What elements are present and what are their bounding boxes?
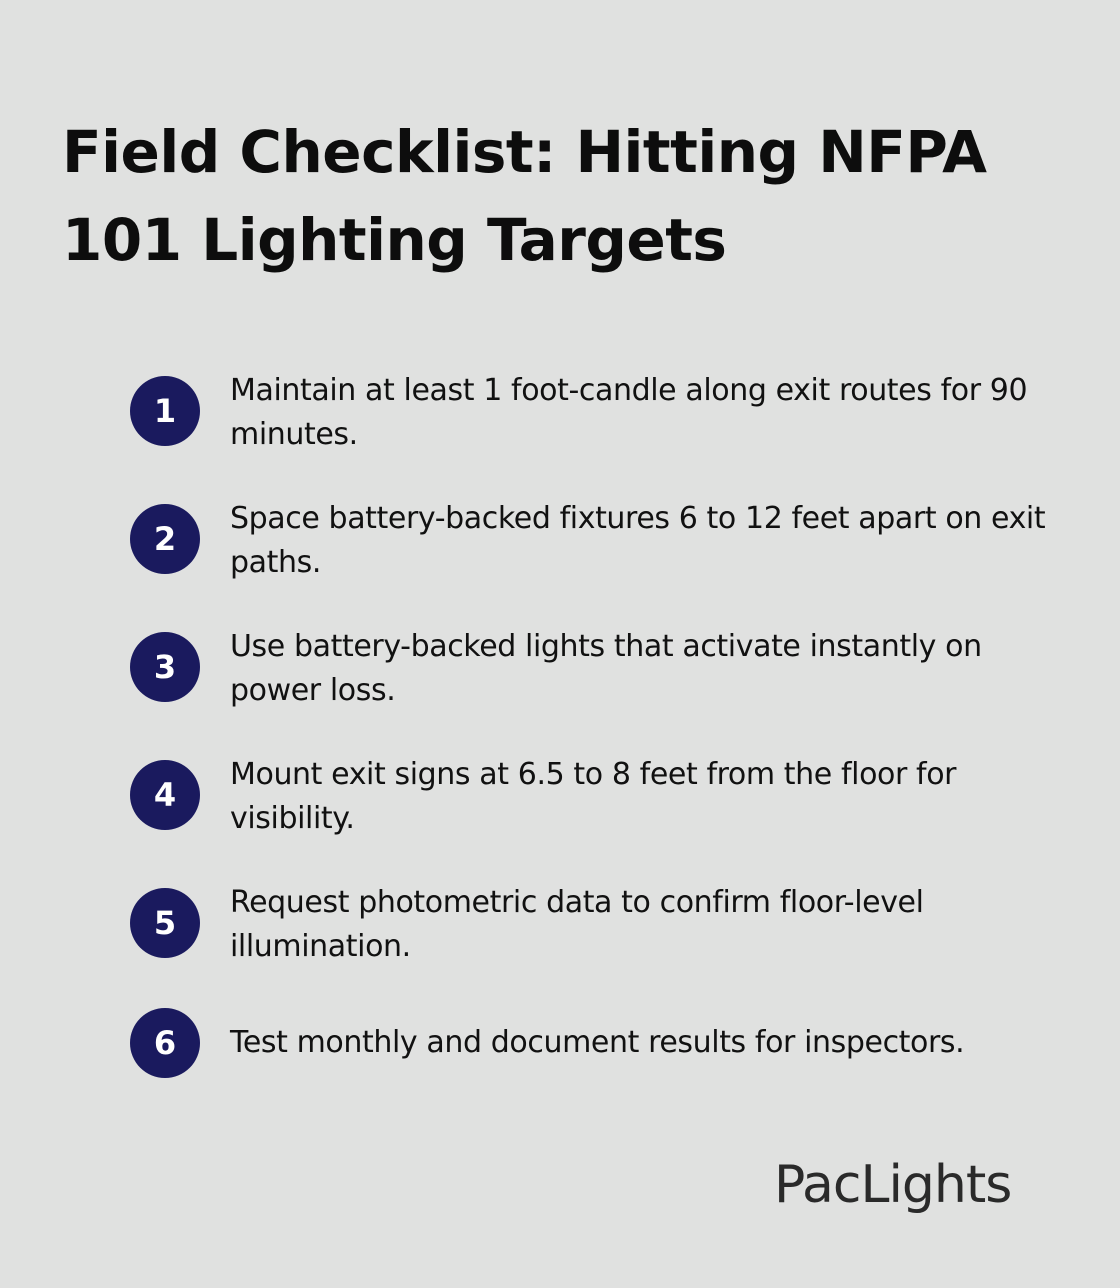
step-number-badge: 6 xyxy=(130,1008,200,1078)
checklist-item xyxy=(130,501,1070,594)
page-title: Field Checklist: Hitting NFPA 101 Lighting Targets xyxy=(62,118,987,274)
checklist-item-text: Test monthly and document results for inspectors. xyxy=(230,1025,965,1060)
checklist-item xyxy=(130,1008,1070,1098)
step-number-badge: 1 xyxy=(130,376,200,446)
checklist-item xyxy=(130,629,1070,722)
step-number-badge: 2 xyxy=(130,504,200,574)
checklist-item-text: Mount exit signs at 6.5 to 8 feet from the floor for visibility. xyxy=(230,757,957,836)
step-number-badge: 5 xyxy=(130,888,200,958)
checklist-item-text: Use battery-backed lights that activate instantly on power loss. xyxy=(230,629,982,708)
checklist-item-text: Request photometric data to confirm floor-level illumination. xyxy=(230,885,924,964)
checklist-item xyxy=(130,757,1070,850)
checklist-item-text: Maintain at least 1 foot-candle along exit routes for 90 minutes. xyxy=(230,373,1028,452)
checklist-item xyxy=(130,885,1070,978)
paclights-logo: PacLights xyxy=(774,1155,1012,1215)
checklist-item-text: Space battery-backed fixtures 6 to 12 feet apart on exit paths. xyxy=(230,501,1046,580)
checklist-item xyxy=(130,373,1070,466)
step-number-badge: 3 xyxy=(130,632,200,702)
step-number-badge: 4 xyxy=(130,760,200,830)
